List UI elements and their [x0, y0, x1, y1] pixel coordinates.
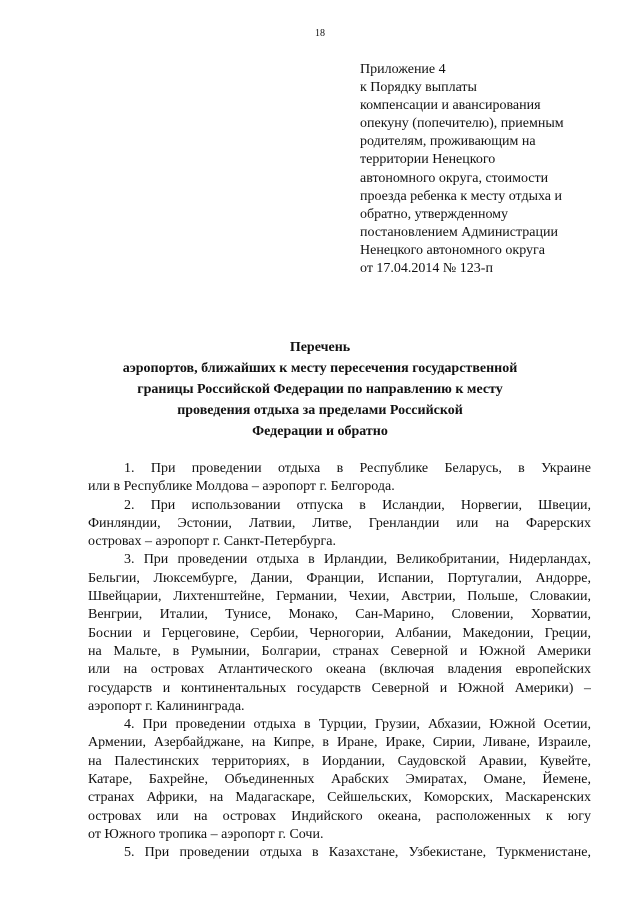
list-item-2 — [88, 497, 591, 552]
item-line: островах или на островах Индийского океана, расположенных к югу — [88, 808, 591, 824]
page-number: 18 — [315, 28, 325, 39]
item-line: 5. При проведении отдыха в Казахстане, Узбекистане, Туркменистане, — [124, 845, 591, 861]
appendix-line: опекуну (попечителю), приемным — [360, 116, 564, 132]
appendix-line: от 17.04.2014 № 123-п — [360, 261, 493, 277]
item-line: 4. При проведении отдыха в Турции, Грузии, Абхазии, Южной Осетии, — [124, 717, 591, 733]
appendix-line: автономного округа, стоимости — [360, 170, 549, 186]
item-line: Финляндии, Эстонии, Латвии, Литве, Гренландии или на Фарерских — [88, 515, 591, 531]
item-line: от Южного тропика – аэропорт г. Сочи. — [88, 826, 324, 842]
item-line: 3. При проведении отдыха в Ирландии, Великобритании, Нидерландах, — [124, 552, 591, 568]
appendix-line: обратно, утвержденному — [360, 206, 509, 222]
item-line: аэропорт г. Калининграда. — [88, 698, 245, 714]
item-line: Армении, Азербайджане, на Кипре, в Иране, Ираке, Сирии, Ливане, Израиле, — [88, 735, 591, 751]
item-line: или на островах Атлантического океана (включая владения европейских — [88, 662, 591, 678]
item-line: Венгрии, Италии, Тунисе, Монако, Сан-Марино, Словении, Хорватии, — [88, 607, 591, 623]
appendix-line: Приложение 4 — [360, 62, 446, 77]
item-line: Катаре, Бахрейне, Объединенных Арабских Эмиратах, Омане, Йемене, — [88, 772, 591, 788]
appendix-line: территории Ненецкого — [360, 152, 496, 168]
appendix-header — [360, 61, 628, 278]
list-item-3 — [88, 551, 591, 716]
list-item-5 — [88, 844, 591, 862]
document-title — [60, 337, 580, 442]
appendix-line: к Порядку выплаты — [360, 80, 477, 96]
item-line: островах – аэропорт г. Санкт-Петербурга. — [88, 534, 336, 550]
title-line: проведения отдыха за пределами Российской — [177, 403, 463, 418]
item-line: или в Республике Молдова – аэропорт г. Белгорода. — [88, 479, 395, 495]
item-line: Боснии и Герцеговине, Сербии, Черногории, Албании, Македонии, Греции, — [88, 625, 591, 641]
item-line: на Мальте, в Румынии, Болгарии, странах Северной и Южной Америки — [88, 643, 591, 659]
item-line: странах Африки, на Мадагаскаре, Сейшельских, Коморских, Маскаренских — [88, 790, 591, 806]
list-item-1 — [88, 460, 591, 497]
item-line: государств и континентальных государств Северной и Южной Америки) – — [88, 680, 591, 696]
item-line: Швейцарии, Лихтенштейне, Германии, Чехии, Австрии, Польше, Словакии, — [88, 589, 591, 605]
item-line: 2. При использовании отпуска в Исландии, Норвегии, Швеции, — [124, 497, 591, 513]
list-item-4 — [88, 716, 591, 844]
appendix-line: компенсации и авансирования — [360, 98, 541, 114]
title-line: границы Российской Федерации по направлению к месту — [137, 382, 503, 397]
item-line: 1. При проведении отдыха в Республике Беларусь, в Украине — [124, 461, 591, 476]
title-line: Федерации и обратно — [252, 424, 388, 439]
appendix-line: постановлением Администрации — [360, 224, 558, 240]
appendix-line: проезда ребенка к месту отдыха и — [360, 188, 562, 204]
document-body — [88, 460, 591, 863]
item-line: Бельгии, Люксембурге, Дании, Франции, Испании, Португалии, Андорре, — [88, 570, 591, 586]
appendix-line: Ненецкого автономного округа — [360, 242, 545, 258]
title-line: аэропортов, ближайших к месту пересечения государственной — [122, 361, 518, 376]
title-line: Перечень — [289, 340, 351, 355]
item-line: на Палестинских территориях, в Иордании, Саудовской Аравии, Кувейте, — [88, 753, 591, 769]
appendix-line: родителям, проживающим на — [360, 134, 536, 150]
